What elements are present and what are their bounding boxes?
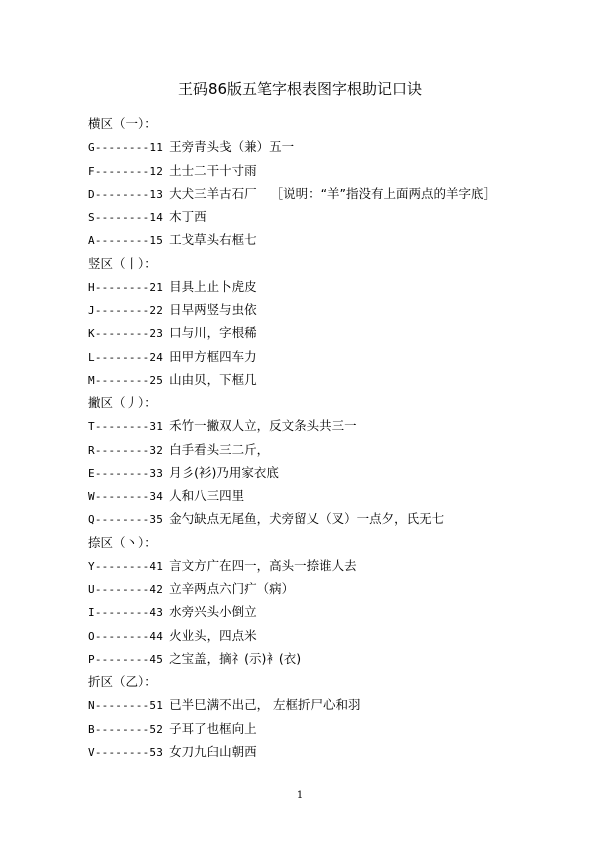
- page-number: 1: [296, 790, 304, 801]
- explanation-note: ［说明：“羊”指没有上面两点的羊字底］: [270, 185, 497, 201]
- key-code: H--------21: [88, 280, 164, 294]
- mnemonic-text: 大犬三羊古石厂: [169, 185, 257, 201]
- mnemonic-entry: [88, 205, 588, 228]
- mnemonic-entry: [88, 368, 588, 391]
- key-code: M--------25: [88, 373, 164, 387]
- key-code: Y--------41: [88, 559, 164, 573]
- mnemonic-list: [88, 112, 588, 763]
- mnemonic-entry: [88, 321, 588, 344]
- key-code: U--------42: [88, 583, 164, 596]
- mnemonic-text: 火业头，四点米: [169, 627, 257, 643]
- key-code: L--------24: [88, 350, 164, 364]
- key-code: N--------51: [88, 699, 164, 713]
- mnemonic-text: 白手看头三二斤，: [169, 441, 270, 457]
- key-code: O--------44: [88, 629, 164, 643]
- mnemonic-entry: [88, 461, 588, 484]
- mnemonic-entry: [88, 717, 588, 740]
- key-code: B--------52: [88, 722, 164, 736]
- mnemonic-text: 金勺缺点无尾鱼，犬旁留乂（叉）一点夕，氏无七: [169, 511, 445, 527]
- mnemonic-entry: [88, 577, 588, 600]
- mnemonic-entry: [88, 647, 588, 670]
- key-code: V--------53: [88, 745, 164, 759]
- key-code: Q--------35: [88, 513, 164, 527]
- key-code: I--------43: [88, 606, 164, 620]
- key-code: D--------13: [88, 187, 164, 201]
- mnemonic-entry: [88, 182, 588, 205]
- section-header: 捺区（丶）：: [88, 534, 157, 550]
- section-header: 撇区（丿）：: [88, 395, 157, 410]
- section-header: 折区（乙）：: [88, 674, 157, 689]
- mnemonic-entry: [88, 693, 588, 716]
- mnemonic-text: 土士二干十寸雨: [169, 162, 257, 178]
- mnemonic-text: 已半巳满不出己， 左框折尸心和羽: [169, 697, 361, 713]
- mnemonic-entry: [88, 438, 588, 461]
- section-header: 竖区（丨）：: [88, 255, 157, 271]
- key-code: J--------22: [88, 304, 164, 317]
- key-code: G--------11: [88, 141, 164, 155]
- mnemonic-text: 言文方广在四一，高头一捺谁人去: [169, 557, 357, 573]
- mnemonic-text: 水旁兴头小倒立: [169, 604, 257, 620]
- mnemonic-text: 立辛两点六门疒（病）: [169, 581, 295, 596]
- page-title: 王码86版五笔字根表图字根助记口诀: [177, 80, 423, 98]
- mnemonic-text: 王旁青头戋（兼）五一: [169, 139, 295, 155]
- mnemonic-entry: [88, 740, 588, 763]
- mnemonic-text: 日早两竖与虫依: [169, 302, 257, 317]
- key-code: R--------32: [88, 443, 164, 457]
- key-code: W--------34: [88, 490, 164, 503]
- mnemonic-entry: [88, 298, 588, 321]
- key-code: P--------45: [88, 652, 164, 666]
- key-code: F--------12: [88, 164, 164, 178]
- mnemonic-text: 木丁西: [169, 209, 207, 224]
- mnemonic-text: 子耳了也框向上: [169, 720, 257, 736]
- key-code: S--------14: [88, 211, 164, 224]
- mnemonic-entry: [88, 624, 588, 647]
- mnemonic-text: 田甲方框四车力: [169, 348, 257, 364]
- section-header: 横区（一）：: [88, 116, 157, 131]
- mnemonic-text: 人和八三四里: [169, 488, 245, 503]
- mnemonic-text: 女刀九臼山朝西: [169, 743, 257, 759]
- mnemonic-entry: [88, 228, 588, 251]
- key-code: E--------33: [88, 466, 164, 480]
- mnemonic-entry: [88, 484, 588, 507]
- key-code: T--------31: [88, 420, 164, 434]
- mnemonic-entry: [88, 600, 588, 623]
- mnemonic-text: 山由贝，下框几: [169, 371, 257, 387]
- mnemonic-text: 之宝盖，摘礻(示)衤(衣): [169, 650, 302, 666]
- mnemonic-text: 工戈草头右框七: [169, 232, 257, 248]
- mnemonic-text: 月彡(衫)乃用家衣底: [169, 464, 279, 480]
- mnemonic-entry: [88, 507, 588, 530]
- key-code: K--------23: [88, 327, 164, 341]
- mnemonic-entry: [88, 345, 588, 368]
- mnemonic-text: 目具上止卜虎皮: [169, 278, 257, 294]
- mnemonic-entry: [88, 275, 588, 298]
- key-code: A--------15: [88, 234, 164, 248]
- mnemonic-entry: [88, 414, 588, 437]
- mnemonic-text: 禾竹一撇双人立，反文条头共三一: [169, 418, 357, 434]
- mnemonic-text: 口与川，字根稀: [169, 325, 257, 341]
- mnemonic-entry: [88, 554, 588, 577]
- mnemonic-entry: [88, 159, 588, 182]
- mnemonic-entry: [88, 135, 588, 158]
